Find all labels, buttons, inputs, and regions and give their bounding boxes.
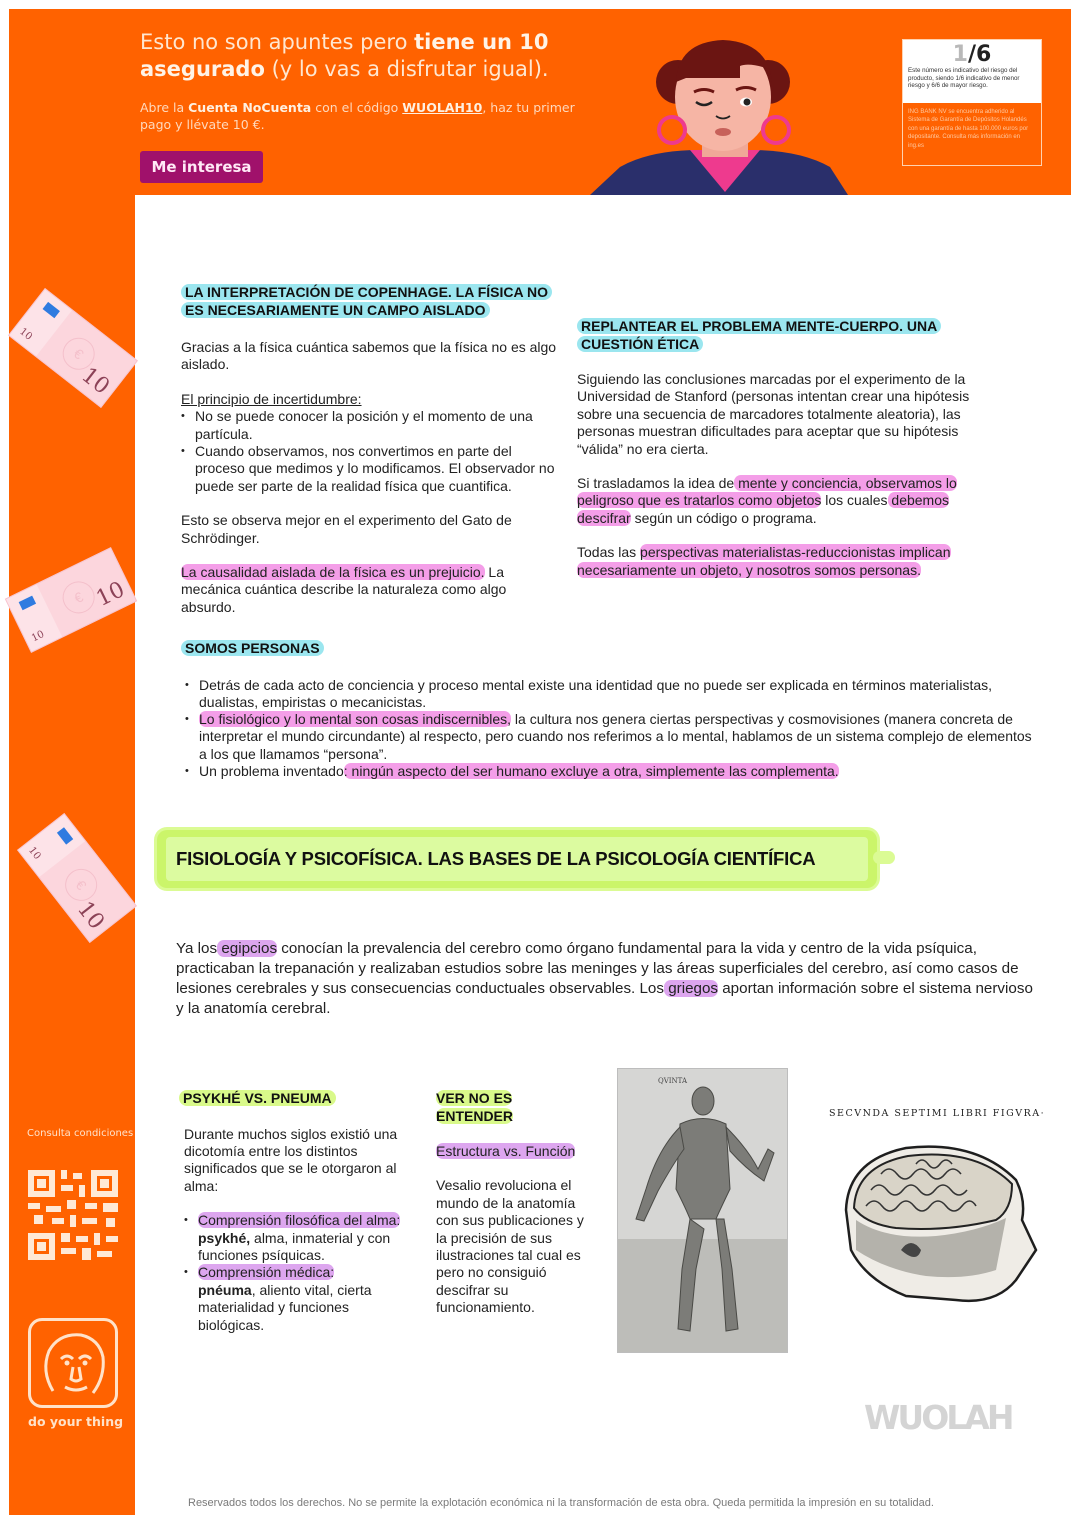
ad-sub-text: con el código — [311, 100, 403, 115]
wuolah-watermark: WUOLAH — [864, 1398, 1012, 1437]
paragraph: Todas las perspectivas materialistas-reduccionistas implican necesariamente un objeto, y nosotros somos personas. — [577, 544, 951, 578]
vesalius-brain-illustration — [826, 1100, 1046, 1310]
svg-text:QVINTA: QVINTA — [658, 1077, 688, 1085]
list-item: • Lo fisiológico y lo mental son cosas indiscernibles, la cultura nos genera ciertas perspectivas y cosmovisiones (manera concreta de interpretar el mundo circundante) al respecto, pero cuando nos referimos a lo mental, hablamos de un sistema complejo de elementos a los que llamamos “persona”. — [185, 711, 1041, 763]
risk-indicator — [902, 39, 1042, 166]
paragraph: Siguiendo las conclusiones marcadas por el experimento de la Universidad de Stanford (personas intentan crear una hipótesis sobre una secuencia de marcadores totalmente aleatoria), las personas muestran dificultades para aceptar que su hipótesis “válida” no era cierta. — [577, 371, 970, 457]
chapter-title: FISIOLOGÍA Y PSICOFÍSICA. LAS BASES DE LA PSICOLOGÍA CIENTÍFICA — [176, 848, 816, 869]
subheading: El principio de incertidumbre: — [181, 390, 362, 407]
ad-headline-text: (y lo vas a disfrutar igual). — [264, 57, 549, 81]
paragraph: Si trasladamos la idea de mente y conciencia, observamos lo peligroso que es tratarlos como objetos los cuales debemos descifrar según un código o programa. — [577, 475, 957, 526]
bullet-list — [181, 408, 559, 495]
list-item: • Detrás de cada acto de conciencia y proceso mental existe una identidad que no puede ser explicada en términos materialistas, dualistas, empiristas o mecanicistas. — [185, 677, 1041, 712]
list-item: • No se puede conocer la posición y el momento de una partícula. — [181, 408, 559, 443]
section-title: PSYKHÉ VS. PNEUMA — [179, 1090, 404, 1108]
banknote-icon: € 10 10 — [8, 288, 138, 408]
section-psykhe-pneuma — [179, 1090, 404, 1334]
risk-description: Este número es indicativo del riesgo del producto, siendo 1/6 indicativo de menor riesgo y 6/6 de mayor riesgo. — [908, 67, 1020, 90]
list-item: • Un problema inventado: ningún aspecto del ser humano excluye a otra, simplemente las complementa. — [185, 763, 1041, 780]
ad-headline-bold: tiene un 10 asegurado — [140, 30, 549, 81]
ad-sub-text: Abre la — [140, 100, 189, 115]
vesalius-anatomy-illustration — [617, 1068, 788, 1353]
paragraph: Durante muchos siglos existió una dicotomía entre los distintos significados que se le otorgaron al alma: — [184, 1125, 398, 1194]
intro-paragraph: Ya los egipcios conocían la prevalencia del cerebro como órgano fundamental para la vida y centro de la vida psíquica, practicaban la trepanación y realizaban estudios sobre las meninges y las áreas superficiales del cerebro, así como casos de lesiones cerebrales y sus consecuencias conductuales observables. Los griegos aportan información sobre el sistema nervioso y la anatomía cerebral. — [176, 940, 1033, 1017]
paragraph: Gracias a la física cuántica sabemos que la física no es algo aislado. — [181, 339, 557, 373]
list-item: • Cuando observamos, nos convertimos en parte del proceso que medimos y lo modificamos. El observador no puede ser parte de la realidad física que cuantifica. — [181, 443, 559, 495]
subtitle: Estructura vs. Función — [436, 1143, 576, 1159]
ad-account-name: Cuenta NoCuenta — [188, 100, 312, 115]
consulta-condiciones-link[interactable]: Consulta condiciones aquí — [27, 1128, 161, 1139]
banknote-icon: € 10 10 — [5, 547, 137, 653]
paragraph: Vesalio revoluciona el mundo de la anatomía con sus publicaciones y la precisión de sus ilustraciones tal cual es pero no consiguió descifrar su funcionamiento. — [436, 1177, 584, 1316]
list-item: • Comprensión filosófica del alma: psykhé, alma, inmaterial y con funciones psíquicas. — [184, 1212, 404, 1264]
image-caption: SECVNDA SEPTIMI LIBRI FIGVRA· — [829, 1108, 1046, 1119]
list-item: • Comprensión médica: pnéuma, aliento vital, cierta materialidad y funciones biológicas. — [184, 1264, 404, 1334]
section-somos-personas — [181, 640, 1041, 780]
ad-sub-text: , haz tu primer pago y llévate 10 €. — [140, 100, 575, 132]
section-title: LA INTERPRETACIÓN DE COPENHAGE. LA FÍSICA NO ES NECESARIAMENTE UN CAMPO AISLADO — [181, 284, 559, 319]
bullet-list — [185, 677, 1041, 781]
ad-headline — [140, 29, 570, 83]
copyright-footer: Reservados todos los derechos. No se permite la explotación económica ni la transformación de esta obra. Queda permitida la impresión en su totalidad. — [188, 1497, 934, 1509]
section-title: REPLANTEAR EL PROBLEMA MENTE-CUERPO. UNA CUESTIÓN ÉTICA — [577, 318, 992, 353]
section-copenhage — [181, 284, 559, 616]
deposit-guarantee-text: ING BANK NV se encuentra adherido al Sistema de Garantía de Depósitos Holandés con una garantía de hasta 100.000 euros por depositante. Consulta más información en ing.es — [908, 109, 1029, 149]
ad-promo-code: WUOLAH10 — [402, 100, 483, 115]
ing-lion-logo — [28, 1318, 118, 1408]
paragraph: Esto se observa mejor en el experimento del Gato de Schrödinger. — [181, 512, 512, 546]
qr-code-icon[interactable] — [28, 1170, 118, 1260]
risk-number: 1/6 — [952, 42, 992, 67]
section-mente-cuerpo — [577, 318, 992, 579]
section-ver-no-es-entender — [436, 1090, 596, 1317]
bullet-list — [179, 1212, 404, 1334]
ad-subtext — [140, 99, 580, 133]
me-interesa-button[interactable]: Me interesa — [140, 151, 263, 183]
ing-slogan: do your thing — [28, 1414, 124, 1429]
ad-sidebar — [9, 9, 135, 1515]
ad-headline-text: Esto no son apuntes pero — [140, 30, 415, 54]
section-title: VER NO ES ENTENDER — [436, 1090, 514, 1124]
lion-icon — [31, 1321, 115, 1405]
section-title: SOMOS PERSONAS — [181, 640, 1041, 658]
paragraph: La causalidad aislada de la física es un prejuicio. La mecánica cuántica describe la naturaleza como algo absurdo. — [181, 564, 507, 615]
banknote-icon: € 10 10 — [17, 813, 137, 943]
winking-woman-illustration — [590, 22, 860, 195]
